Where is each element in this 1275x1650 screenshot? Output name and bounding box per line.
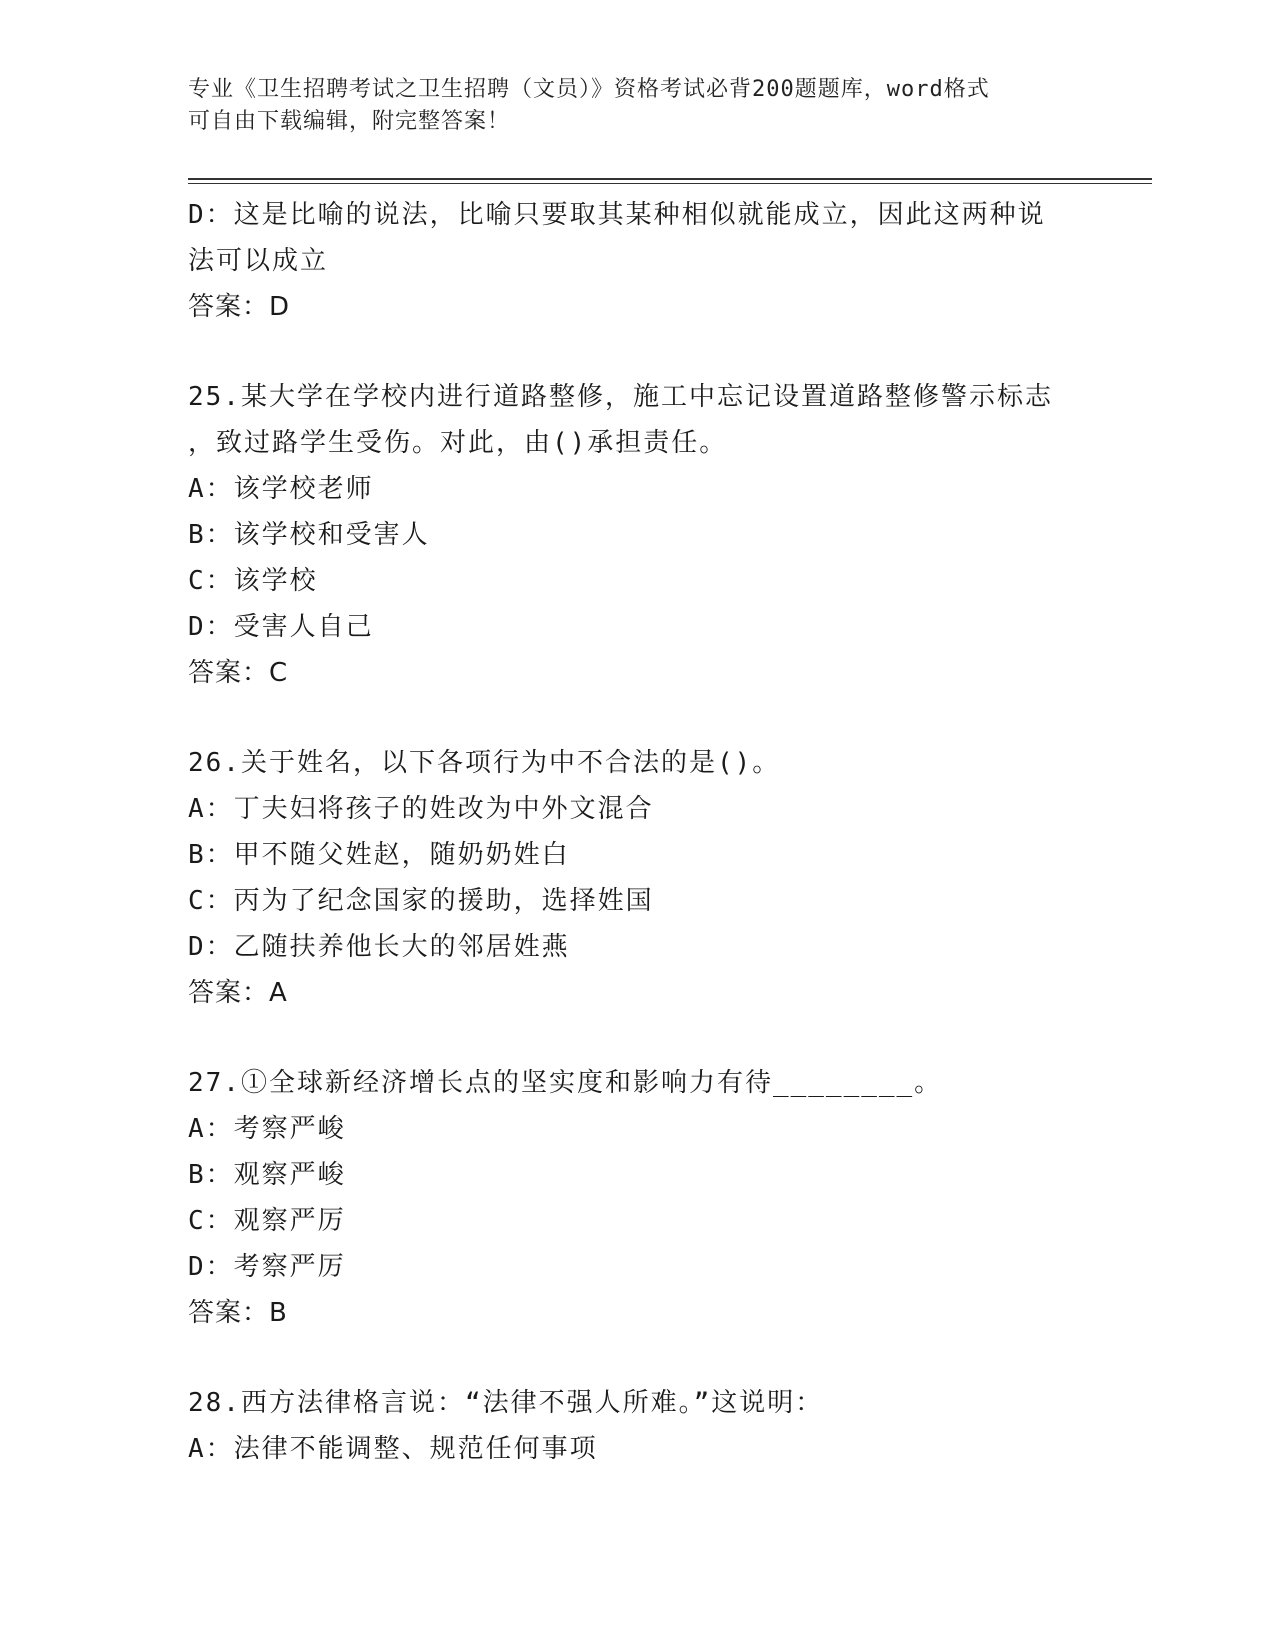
question-stem-continued: ，致过路学生受伤。对此，由()承担责任。 [188, 428, 728, 458]
option-a: A：考察严峻 [188, 1114, 346, 1144]
question-28 [188, 1380, 1088, 1472]
question-stem: 27.①全球新经济增长点的坚实度和影响力有待________。 [188, 1068, 943, 1098]
option-d: D：考察严厉 [188, 1252, 346, 1282]
option-b: B：该学校和受害人 [188, 520, 430, 550]
option-d-continued: 法可以成立 [188, 246, 329, 276]
question-list [188, 192, 1088, 1472]
answer-line: 答案：A [188, 978, 288, 1008]
document-header [188, 74, 1068, 138]
option-b: B：甲不随父姓赵，随奶奶姓白 [188, 840, 570, 870]
option-a: A：法律不能调整、规范任何事项 [188, 1434, 598, 1464]
question-27 [188, 1060, 1088, 1336]
option-b: B：观察严峻 [188, 1160, 346, 1190]
question-stem: 26.关于姓名，以下各项行为中不合法的是()。 [188, 748, 781, 778]
option-a: A：丁夫妇将孩子的姓改为中外文混合 [188, 794, 654, 824]
option-a: A：该学校老师 [188, 474, 374, 504]
question-26 [188, 740, 1088, 1016]
question-25 [188, 374, 1088, 696]
option-c: C：丙为了纪念国家的援助，选择姓国 [188, 886, 654, 916]
answer-line: 答案：C [188, 658, 289, 688]
header-divider-thick [188, 178, 1152, 180]
option-d: D：乙随扶养他长大的邻居姓燕 [188, 932, 570, 962]
header-line-1: 专业《卫生招聘考试之卫生招聘（文员）》资格考试必背200题题库，word格式 [188, 77, 990, 102]
answer-line: 答案：B [188, 1298, 288, 1328]
option-d: D：受害人自己 [188, 612, 374, 642]
question-stem: 25.某大学在学校内进行道路整修，施工中忘记设置道路整修警示标志 [188, 382, 1053, 412]
option-c: C：该学校 [188, 566, 318, 596]
header-divider-thin [188, 183, 1152, 184]
option-c: C：观察严厉 [188, 1206, 346, 1236]
question-24-tail [188, 192, 1088, 330]
question-stem: 28.西方法律格言说：“法律不强人所难。”这说明： [188, 1388, 824, 1418]
header-line-2: 可自由下载编辑，附完整答案！ [188, 109, 511, 134]
option-d: D：这是比喻的说法，比喻只要取其某种相似就能成立，因此这两种说 [188, 200, 1046, 230]
answer-line: 答案：D [188, 292, 291, 322]
